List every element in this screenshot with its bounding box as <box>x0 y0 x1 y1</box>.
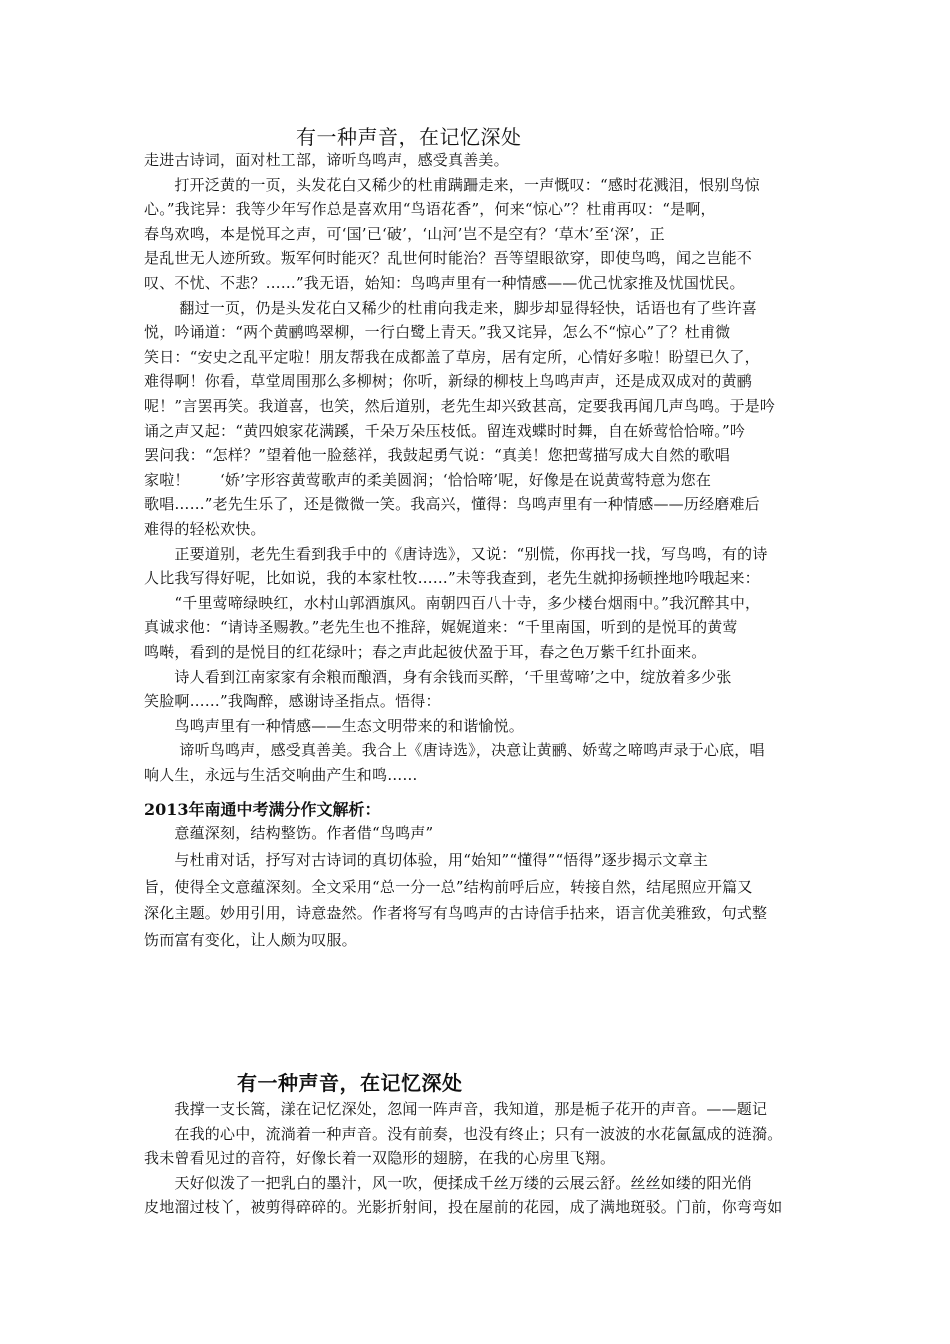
text-line: 饬而富有变化，让人颇为叹服。 <box>144 931 357 950</box>
analysis-heading: 2013年南通中考满分作文解析： <box>144 800 381 819</box>
text-line: 我撑一支长篙，漾在记忆深处，忽闻一阵声音，我知道，那是栀子花开的声音。——题记 <box>144 1100 768 1118</box>
text-line: 笑脸啊……”我陶醉，感谢诗圣指点。悟得： <box>144 692 441 711</box>
text-line: “千里莺啼绿映红，水村山郭酒旗风。南朝四百八十寺，多少楼台烟雨中。”我沉醉其中， <box>144 593 761 612</box>
text-line: 笑日：“安史之乱平定啦！朋友帮我在成都盖了草房，居有定所，心情好多啦！盼望已久了， <box>144 347 760 366</box>
text-line: 诵之声又起：“黄四娘家花满蹊，千朵万朵压枝低。留连戏蝶时时舞，自在娇莺恰恰啼。”吟 <box>144 421 746 440</box>
text-line: 难得啊！你看，草堂周围那么多柳树；你听，新绿的柳枝上鸟鸣声声，还是成双成对的黄鹂 <box>144 372 753 391</box>
text-line: 鸟鸣声里有一种情感——生态文明带来的和谐愉悦。 <box>144 716 525 735</box>
text-line: 罢问我：“怎样？”望着他一脸慈祥，我鼓起勇气说：“真美！您把莺描写成大自然的歌唱 <box>144 446 731 465</box>
text-line: 皮地溜过枝丫，被剪得碎碎的。光影折射间，投在屋前的花园，成了满地斑驳。门前，你弯弯如 <box>144 1198 783 1216</box>
text-line: 打开泛黄的一页，头发花白又稀少的杜甫蹒跚走来，一声慨叹：“感时花溅泪，恨别鸟惊 <box>144 175 760 194</box>
text-line: 诗人看到江南家家有余粮而酿酒，身有余钱而买醉，‘千里莺啼’之中，绽放着多少张 <box>144 667 732 686</box>
text-line: 心。”我诧异：我等少年写作总是喜欢用“鸟语花香”，何来“惊心”？杜甫再叹：“是啊， <box>144 200 716 219</box>
text-line: 悦，吟诵道：“两个黄鹂鸣翠柳，一行白鹭上青天。”我又诧异，怎么不“惊心”了？杜甫微 <box>144 323 731 342</box>
text-line: 叹、不忧、不悲？……”我无语，始知：鸟鸣声里有一种情感——优己忧家推及忧国忧民。 <box>144 274 745 292</box>
text-line: 真诚求他：“请诗圣赐教。”老先生也不推辞，娓娓道来：“千里南国，听到的是悦耳的黄莺 <box>144 618 738 637</box>
text-line: 人比我写得好呢，比如说，我的本家杜牧……”未等我查到，老先生就抑扬顿挫地吟哦起来： <box>144 569 760 588</box>
text-line: 旨，使得全文意蕴深刻。全文采用“总一分一总”结构前呼后应，转接自然，结尾照应开篇又 <box>144 877 753 896</box>
text-line: 我未曾看见过的音符，好像长着一双隐形的翅膀，在我的心房里飞翔。 <box>144 1149 616 1167</box>
text-line: 谛听鸟鸣声，感受真善美。我合上《唐诗选》，决意让黄鹂、娇莺之啼鸣声录于心底，唱 <box>144 741 765 760</box>
text-line: 深化主题。妙用引用，诗意盎然。作者将写有鸟鸣声的古诗信手拈来，语言优美雅致，句式整 <box>144 904 768 923</box>
text-line: 春鸟欢鸣，本是悦耳之声，可‘国’已‘破’，‘山河’岂不是空有？‘草木’至‘深’，正 <box>144 224 665 243</box>
text-line: 正要道别，老先生看到我手中的《唐诗选》，又说：“别慌，你再找一找，写鸟鸣，有的诗 <box>144 544 768 563</box>
text-line: 天好似泼了一把乳白的墨汁，风一吹，便揉成千丝万缕的云展云舒。丝丝如缕的阳光俏 <box>144 1173 753 1192</box>
text-line: 家啦！ ‘娇’字形容黄莺歌声的柔美圆润；‘恰恰啼’呢，好像是在说黄莺特意为您在 <box>144 470 712 489</box>
text-line: 意蕴深刻，结构整饬。作者借“鸟鸣声” <box>144 824 434 842</box>
text-line: 翻过一页，仍是头发花白又稀少的杜甫向我走来，脚步却显得轻快，话语也有了些许喜 <box>144 298 757 317</box>
text-line: 是乱世无人迹所致。叛军何时能灭？乱世何时能治？吾等望眼欲穿，即使鸟鸣，闻之岂能不 <box>144 249 753 268</box>
essay1-title: 有一种声音，在记忆深处 <box>296 125 522 149</box>
essay2-title: 有一种声音，在记忆深处 <box>237 1071 463 1095</box>
text-line: 在我的心中，流淌着一种声音。没有前奏，也没有终止；只有一波波的水花氤氲成的涟漪。 <box>144 1124 783 1143</box>
text-line: 响人生，永远与生活交响曲产生和鸣…… <box>144 766 418 784</box>
text-line: 走进古诗词，面对杜工部，谛听鸟鸣声，感受真善美。 <box>144 151 509 169</box>
text-line: 难得的轻松欢快。 <box>144 520 266 538</box>
text-line: 歌唱……”老先生乐了，还是微微一笑。我高兴，懂得：鸟鸣声里有一种情感——历经磨难后 <box>144 495 760 514</box>
text-line: 鸣啭，看到的是悦目的红花绿叶；春之声此起彼伏盈于耳，春之色万紫千红扑面来。 <box>144 643 707 661</box>
text-line: 呢！”言罢再笑。我道喜，也笑，然后道别，老先生却兴致甚高，定要我再闻几声鸟鸣。于是吟 <box>144 397 776 415</box>
text-line: 与杜甫对话，抒写对古诗词的真切体验，用“始知”“懂得”“悟得”逐步揭示文章主 <box>144 850 709 869</box>
